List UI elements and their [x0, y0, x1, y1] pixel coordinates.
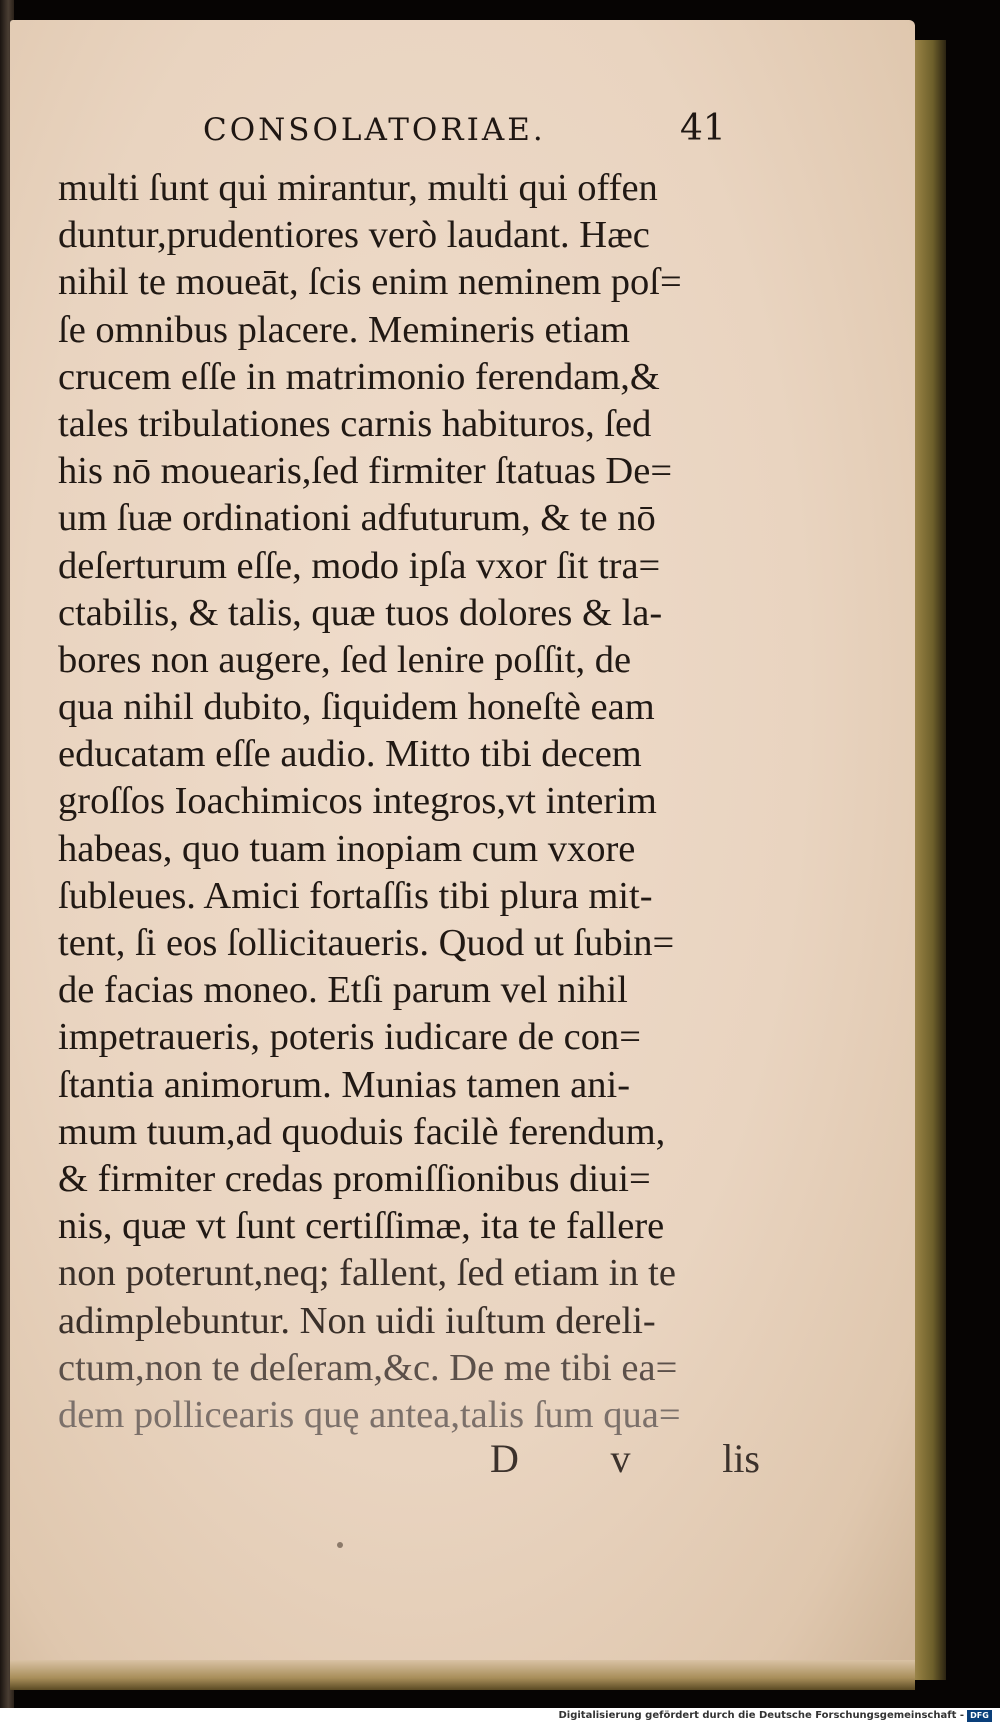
text-line: non poterunt,neq; fallent, ſed etiam in te	[58, 1252, 676, 1295]
body-text	[58, 165, 768, 1439]
dfg-logo: DFG	[967, 1710, 992, 1722]
text-line: um ſuæ ordinationi adfuturum, & te nō	[58, 497, 656, 540]
text-line: deſerturum eſſe, modo ipſa vxor ſit tra=	[58, 544, 661, 587]
text-line: dem pollicearis quę antea,talis ſum qua=	[58, 1393, 681, 1436]
text-line: crucem eſſe in matrimonio ferendam,&	[58, 355, 660, 398]
text-line: multi ſunt qui mirantur, multi qui offen	[58, 167, 658, 209]
digitization-credit: Digitalisierung gefördert durch die Deutsche Forschungsgemeinschaft -	[558, 1710, 964, 1721]
catchword: lis	[722, 1436, 760, 1481]
text-line: ctum,non te deſeram,&c. De me tibi ea=	[58, 1346, 678, 1389]
text-line: ſtantia animorum. Munias tamen ani-	[58, 1063, 631, 1106]
paper-speck	[337, 1542, 343, 1548]
signature-mark: D	[490, 1436, 519, 1481]
text-line: de facias moneo. Etſi parum vel nihil	[58, 969, 628, 1012]
text-line: ſe omnibus placere. Memineris etiam	[58, 308, 630, 351]
signature-mark: v	[610, 1436, 631, 1481]
text-line: bores non augere, ſed lenire poſſit, de	[58, 638, 632, 681]
page-edge-bottom	[10, 1660, 915, 1690]
text-line: ſubleues. Amici fortaſſis tibi plura mit-	[58, 874, 653, 917]
text-line: habeas, quo tuam inopiam cum vxore	[58, 827, 636, 870]
text-line: impetraueris, poteris iudicare de con=	[58, 1016, 641, 1059]
text-line: educatam eſſe audio. Mitto tibi decem	[58, 733, 642, 776]
text-line: his nō mouearis,ſed firmiter ſtatuas De=	[58, 450, 673, 493]
text-line: nihil te moueāt, ſcis enim neminem poſ=	[58, 261, 682, 304]
text-line: tales tribulationes carnis habituros, ſed	[58, 402, 652, 445]
signature-catchword	[490, 1435, 760, 1482]
text-line: adimplebuntur. Non uidi iuſtum dereli-	[58, 1299, 656, 1342]
text-line: nis, quæ vt ſunt certiſſimæ, ita te fallere	[58, 1205, 665, 1248]
text-line: qua nihil dubito, ſiquidem honeſtè eam	[58, 686, 655, 729]
running-head: CONSOLATORIAE.	[203, 112, 546, 148]
text-line: ctabilis, & talis, quæ tuos dolores & la-	[58, 591, 663, 634]
text-line: tent, ſi eos ſollicitaueris. Quod ut ſubin=	[58, 922, 675, 964]
page-number: 41	[680, 108, 726, 149]
text-line: mum tuum,ad quoduis facilè ferendum,	[58, 1110, 666, 1153]
text-line: duntur,prudentiores verò laudant. Hæc	[58, 214, 650, 257]
text-line: groſſos Ioachimicos integros,vt interim	[58, 780, 657, 823]
text-line: & firmiter credas promiſſionibus diui=	[58, 1157, 651, 1200]
